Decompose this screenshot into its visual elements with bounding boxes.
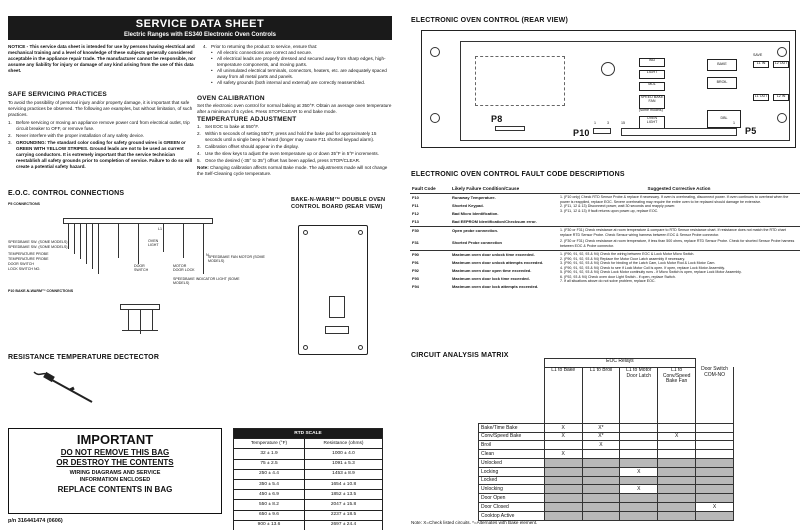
control-board — [460, 41, 790, 141]
p10-label: P10 — [573, 128, 590, 138]
ind-relay: IND — [639, 58, 665, 67]
safe-practices-section — [8, 91, 196, 171]
matrix-row-label: Cooktop Active — [479, 511, 545, 520]
fault-col-cause: Likely Failure Condition/Cause — [450, 185, 558, 193]
notice-label: NOTICE - — [8, 44, 29, 49]
fault-codes-title: ELECTRONIC OVEN CONTROL FAULT CODE DESCRIPTIONS — [411, 171, 625, 178]
rtd-col-temperature: Temperature (°F) — [234, 439, 305, 449]
matrix-cell: X — [620, 485, 658, 494]
matrix-cell — [620, 458, 658, 467]
fault-codes-table — [410, 185, 800, 291]
table-row: F94 Maximum oven door lock attempts exceeded. — [412, 284, 539, 290]
p10-wiring-diagram — [100, 300, 190, 340]
matrix-cell — [658, 502, 696, 511]
motor-door-lock-label: MOTOR DOOR LOCK — [173, 264, 195, 272]
temp-adjust-title: TEMPERATURE ADJUSTMENT — [197, 116, 297, 124]
matrix-cell — [620, 450, 658, 459]
important-line-5: REPLACE CONTENTS IN BAG — [57, 485, 173, 494]
temperature-probe-label-2: TEMPERATURE PROBE — [8, 257, 49, 261]
p10-pin-3: 3 — [607, 121, 609, 125]
matrix-cell: X* — [582, 432, 620, 441]
matrix-cell — [582, 494, 620, 503]
speedbake-light-label: SPEEDBAKE INDICATOR LIGHT (SOME MODELS) — [173, 277, 240, 285]
table-row: F90 Maximum oven door unlock time exceeded. 1. (F90, 91, 92, 93 & 94) Check the wiring between EOC & Lock Motor Micro Switch. 2. (F90, 91, 92, 93 & 94) Replace the Motor Door Latch assembly if necessary. 3. (F90, 91, 92, 93 & 94) Check for binding of the Latch Cam, Lock Motor Rod & Lock Motor Cam. 4. (F90, 91, 92, 93 & 94) Check to see if Lock Motor Coil is open. If open, replace Lock Motor Assembly. 5. (F90, 91, 92, 93 & 94) Check Lock Motor continuity runs - if Micro Switch is open, replace Lock Motor Assembly. 6. (F92, 93 & 94) Check oven door Light Switch - if open, replace Switch. 7. If all situations above do not solve problem, replace EOC. — [410, 250, 800, 259]
list-item: • All electrical leads are properly dressed and secured away from sharp edges, high-temperature components, and moving parts. — [211, 56, 393, 68]
l1-label: L1 — [158, 227, 162, 231]
p8-connector — [495, 126, 525, 131]
table-row — [479, 450, 734, 459]
matrix-cell — [696, 432, 734, 441]
p10-connections-label: P10 BAKE-N-WARM™ CONNECTIONS — [8, 289, 74, 293]
prior-return-intro: Prior to returning the product to service, ensure that: — [211, 44, 318, 49]
matrix-cell — [620, 441, 658, 450]
oven-calibration-section — [197, 95, 393, 177]
p5-label: P5 — [745, 126, 757, 136]
eoc-rear-diagram — [421, 30, 796, 148]
list-item: • All uninsulated electrical terminals, connectors, heaters, etc. are adequately spaced away from all metal parts and panels. — [211, 68, 393, 80]
save-label: SAVE — [753, 53, 763, 57]
eoc-connections-title: E.O.C. CONTROL CONNECTIONS — [8, 190, 125, 197]
table-row — [479, 432, 734, 441]
matrix-cell — [658, 494, 696, 503]
matrix-cell — [544, 441, 582, 450]
p5-pin-1: 1 — [733, 121, 735, 125]
table-row: 75 ± 2.5 1091 ± 5.3 — [234, 459, 383, 469]
table-row — [479, 485, 734, 494]
list-item: • All electric connections are correct and secure. — [211, 50, 393, 56]
table-row — [479, 441, 734, 450]
matrix-cell — [544, 502, 582, 511]
matrix-row-label: Clean — [479, 450, 545, 459]
matrix-cell — [658, 450, 696, 459]
table-row: F12 Bad Micro Identification. — [412, 211, 499, 217]
note-label: Note: — [197, 165, 209, 170]
eoc-relays-header: EOC Relays — [544, 359, 695, 368]
list-item: 1. Before servicing or moving an appliance remove power cord from electrical outlet, trip circuit breaker to OFF, or remove fuse. — [8, 120, 190, 131]
matrix-row-label: Door Closed — [479, 502, 545, 511]
broil-relay: BROIL — [707, 77, 737, 89]
matrix-col-l1-fan: L1 to Conv/Speed Bake Fan — [658, 367, 696, 423]
matrix-cell — [620, 476, 658, 485]
matrix-row-label: Broil — [479, 441, 545, 450]
dbl-relay: DBL — [707, 110, 741, 128]
fault-col-code: Fault Code — [410, 185, 450, 193]
bake-warm-board-diagram — [298, 225, 368, 355]
p5-connector — [621, 128, 737, 136]
bake-warm-board-title: BAKE-N-WARM™ DOUBLE OVEN CONTROL BOARD (REAR VIEW) — [291, 197, 386, 210]
matrix-cell — [696, 485, 734, 494]
prior-return-bullets — [211, 50, 393, 86]
list-item: 3. GROUNDING: The standard color coding for safety ground wires is GREEN or GREEN WITH YELLOW STRIPES. Ground leads are not to be used as current carrying conductors. It is extremely important that the service technician reestablish all safety grounds prior to completion of service. Failure to do so will create a potential safety hazard. — [8, 139, 193, 169]
matrix-cell — [582, 485, 620, 494]
matrix-cell — [696, 494, 734, 503]
notice-text: This service data sheet is intended for use by persons having electrical and mechanical training and a level of knowledge of these subjects generally considered acceptable in the appliance repair trade. The manufacturer cannot be responsible, nor assume any liability for injury or damage of any kind arising from the use of this data sheet. — [8, 44, 196, 73]
p10-pin-1: 1 — [594, 121, 596, 125]
prior-return-section: 4. Prior to returning the product to service, ensure that: • All electric connections are correct and secure. • All electrical leads are properly dressed and secured away from sharp edges, high-temperature components, and moving parts. • All uninsulated electrical terminals, connectors, heaters, etc. are adequately spaced away from all metal parts and panels. • All safety grounds (both internal and external) are correctly reassembled. — [203, 44, 393, 86]
page-title: SERVICE DATA SHEET — [135, 18, 265, 30]
matrix-cell — [696, 423, 734, 432]
table-row — [479, 476, 734, 485]
matrix-cell — [582, 467, 620, 476]
matrix-cell: X* — [582, 423, 620, 432]
table-row: F31 Shorted Probe connection — [412, 239, 503, 245]
matrix-cell — [582, 476, 620, 485]
matrix-cell: X — [620, 467, 658, 476]
matrix-cell — [658, 467, 696, 476]
rtd-scale-table — [233, 428, 383, 530]
resistance-title: RESISTANCE TEMPERATURE DECTECTOR — [8, 354, 160, 361]
lock-switch-label: LOCK SWITCH NO. — [8, 267, 41, 271]
matrix-cell — [658, 485, 696, 494]
important-line-3: WIRING DIAGRAMS AND SERVICE — [69, 470, 161, 477]
p5-connections-label: P5 CONNECTIONS — [8, 202, 40, 206]
matrix-cell — [544, 511, 582, 520]
bake-relay: BAKE — [707, 59, 737, 71]
matrix-cell: X — [658, 432, 696, 441]
safe-practices-list — [8, 120, 196, 170]
table-row: F11 Shorted Keypad. — [412, 203, 484, 209]
circuit-matrix-title: CIRCUIT ANALYSIS MATRIX — [411, 352, 509, 359]
matrix-col-l1-bake: L1 to Bake — [544, 367, 582, 423]
list-item: 2. Within 5 seconds of setting 550°F, press and hold the bake pad for approximately 15 seconds until a single beep is heard (longer may cause F11 shorted keypad alarm). — [197, 131, 377, 143]
light-relay: LIGHT — [639, 70, 665, 79]
matrix-cell — [544, 485, 582, 494]
list-item: 4. Use the slew keys to adjust the oven temperature up or down 35°F in 5°F increments. — [197, 151, 379, 157]
p8-label: P8 — [491, 114, 503, 124]
table-row: 650 ± 9.6 2237 ± 18.5 — [234, 510, 383, 520]
some-models-note: (some models) — [639, 108, 663, 112]
fault-col-action: Suggested Corrective Action — [558, 185, 800, 193]
matrix-cell — [620, 494, 658, 503]
p5-pin-15: 15 — [621, 121, 625, 125]
table-row: 350 ± 5.4 1654 ± 10.8 — [234, 479, 383, 489]
door-switch-label: DOOR SWITCH — [8, 262, 34, 266]
matrix-cell — [696, 458, 734, 467]
part-number: p/n 316441474 (0606) — [8, 518, 63, 524]
matrix-body — [479, 423, 734, 520]
rtd-scale-caption: RTD SCALE — [234, 429, 383, 439]
matrix-cell — [696, 476, 734, 485]
speedbake-sw-label-1: SPEEDBAKE SW. (SOME MODELS) — [8, 240, 68, 244]
table-row: 550 ± 8.2 2047 ± 15.8 — [234, 500, 383, 510]
matrix-cell — [582, 511, 620, 520]
matrix-cell — [696, 511, 734, 520]
matrix-cell — [582, 502, 620, 511]
matrix-row-label: Unlocking — [479, 485, 545, 494]
matrix-cell — [620, 511, 658, 520]
important-line-4: INFORMATION ENCLOSED — [79, 477, 151, 484]
list-item: 2. Never interfere with the proper installation of any safety device. — [8, 132, 145, 138]
safe-practices-intro: To avoid the possibility of personal injury and/or property damage, it is important that safe servicing practices be observed. The following are examples, but without limitation, of such practices. — [8, 100, 193, 118]
table-row: F10 Runaway Temperature. 1. (F10 only) Check RTD Sensor Probe & replace if necessary. If oven is overheating, disconnect power. If oven continues to overheat when the power is reapplied, replace EOC. Severe overheating may require the entire oven to be replaced should damage be extensive. 2. (F11, 12 & 13) Disconnect power, wait 30 seconds and reapply power. 3. (F11, 12 & 13) If fault returns upon power-up, replace EOC. — [410, 193, 800, 202]
table-row: F93 Maximum oven door lock time exceeded. — [412, 276, 530, 282]
matrix-cell: X — [544, 423, 582, 432]
table-row — [479, 511, 734, 520]
p5-wiring-diagram — [8, 210, 288, 285]
matrix-row-label: Bake/Time Bake — [479, 423, 545, 432]
header-banner — [8, 16, 392, 40]
list-item: 3. Calibration offset should appear in the display. — [197, 144, 299, 150]
matrix-cell — [696, 450, 734, 459]
matrix-cell — [696, 441, 734, 450]
table-row: 450 ± 6.9 1852 ± 13.5 — [234, 490, 383, 500]
safe-practices-title: SAFE SERVICING PRACTICES — [8, 91, 107, 98]
matrix-cell — [544, 458, 582, 467]
door-switch-diagram-label: DOOR SWITCH — [134, 264, 149, 272]
matrix-col-door-switch: Door Switch COM-NO — [696, 367, 734, 423]
matrix-cell — [658, 423, 696, 432]
list-item: 1. Set EOC to bake at 550°F. — [197, 124, 259, 130]
matrix-row-label: Locking — [479, 467, 545, 476]
n-label: N — [206, 253, 209, 257]
matrix-cell: X — [582, 441, 620, 450]
matrix-row-label: Unlocked — [479, 458, 545, 467]
oven-light-label: OVEN LIGHT — [148, 239, 159, 247]
temperature-probe-label-1: TEMPERATURE PROBE — [8, 252, 49, 256]
important-line-1: DO NOT REMOVE THIS BAG — [60, 448, 170, 458]
matrix-cell: X — [544, 450, 582, 459]
page-subtitle: Electric Ranges with ES340 Electronic Oven Controls — [123, 31, 277, 38]
matrix-cell — [582, 450, 620, 459]
table-row — [479, 502, 734, 511]
matrix-cell — [658, 458, 696, 467]
matrix-col-l1-broil: L1 to Broil — [582, 367, 620, 423]
matrix-cell — [544, 494, 582, 503]
table-row — [479, 467, 734, 476]
matrix-row-label: Door Open — [479, 494, 545, 503]
table-row — [479, 458, 734, 467]
list-item: • All safety grounds (both internal and external) are correctly reassembled. — [211, 80, 393, 86]
matrix-cell — [620, 423, 658, 432]
mdl-relay: MDL — [639, 82, 665, 91]
matrix-cell — [658, 511, 696, 520]
notice-block — [8, 44, 196, 74]
important-title: IMPORTANT — [76, 432, 154, 447]
matrix-cell — [658, 476, 696, 485]
table-row: 250 ± 4.4 1453 ± 8.9 — [234, 469, 383, 479]
speed-bake-fan-relay: SPEED BAKE FAN — [639, 95, 665, 109]
table-row: F13 Bad EEPROM Identification/Checksum error. — [412, 219, 537, 225]
matrix-cell — [620, 432, 658, 441]
speedbake-sw-label-2: SPEEDBAKE SW. (SOME MODELS) — [8, 245, 68, 249]
l1-in-terminal: L1 IN — [753, 61, 769, 68]
matrix-cell: X — [696, 502, 734, 511]
matrix-cell — [544, 476, 582, 485]
table-row: F30 Open probe connection. 1. (F30 or F31) Check resistance at room temperature & compare to RTD Sensor resistance chart. If resistance does not match the RTD chart replace RTD Sensor Probe. Check Sensor wiring harness between EOC & Sensor Probe connector. 2. (F30 or F31) Check resistance at room temperature, if less than 500 ohms, replace RTD Sensor Probe. Check for shorted Sensor Probe harness between EOC & Probe connector. — [410, 226, 800, 238]
l1-out-terminal: L1 OUT — [753, 94, 769, 101]
speedbake-fan-label: SPEEDBAKE FAN MOTOR (SOME MODELS) — [208, 255, 265, 263]
important-line-2: OR DESTROY THE CONTENTS — [56, 458, 174, 468]
matrix-cell — [658, 441, 696, 450]
table-row: F92 Maximum oven door open time exceeded. — [412, 268, 532, 274]
l2-in-terminal: L2 IN — [773, 94, 789, 101]
p10-connector — [593, 128, 611, 134]
matrix-cell — [620, 502, 658, 511]
matrix-cell — [582, 458, 620, 467]
rtd-probe-illustration — [30, 366, 100, 406]
note-text: Changing calibration affects normal Bake mode. The adjustments made will not change the Self-Cleaning cycle temperature. — [197, 165, 388, 176]
matrix-col-l1-motor-latch: L1 to Motor Door Latch — [620, 367, 658, 423]
table-row — [479, 423, 734, 432]
important-notice-box — [8, 428, 222, 514]
table-row: F91 Maximum oven door unlock attempts exceeded. — [412, 260, 544, 266]
circuit-matrix-note: Note: X=Check listed circuits. *=Alternates with Bake element. — [411, 520, 538, 525]
oven-light-relay: OVEN LIGHT — [639, 116, 665, 129]
matrix-cell — [544, 467, 582, 476]
table-row — [479, 494, 734, 503]
matrix-row-label: Conv/Speed Bake — [479, 432, 545, 441]
matrix-cell — [696, 467, 734, 476]
matrix-row-label: Locked — [479, 476, 545, 485]
matrix-cell: X — [544, 432, 582, 441]
temp-adjust-list — [197, 124, 393, 164]
table-row: 32 ± 1.9 1000 ± 4.0 — [234, 449, 383, 459]
circuit-matrix-table — [478, 358, 734, 521]
list-item: 5. Once the desired (-35° to 35°) offset has been applied, press STOP/CLEAR. — [197, 158, 361, 164]
rtd-col-resistance: Resistance (ohms) — [304, 439, 382, 449]
oven-calibration-title: OVEN CALIBRATION — [197, 95, 265, 102]
eoc-rear-title: ELECTRONIC OVEN CONTROL (REAR VIEW) — [411, 17, 568, 24]
table-row: 900 ± 13.6 2697 ± 24.4 — [234, 520, 383, 530]
l2-out-terminal: L2 OUT — [773, 61, 789, 68]
oven-calibration-text: Set the electronic oven control for normal baking at 350°F. Obtain an average oven temperature after a minimum of 5 cycles. Press STOP/CLEAR to end bake mode. — [197, 103, 392, 115]
